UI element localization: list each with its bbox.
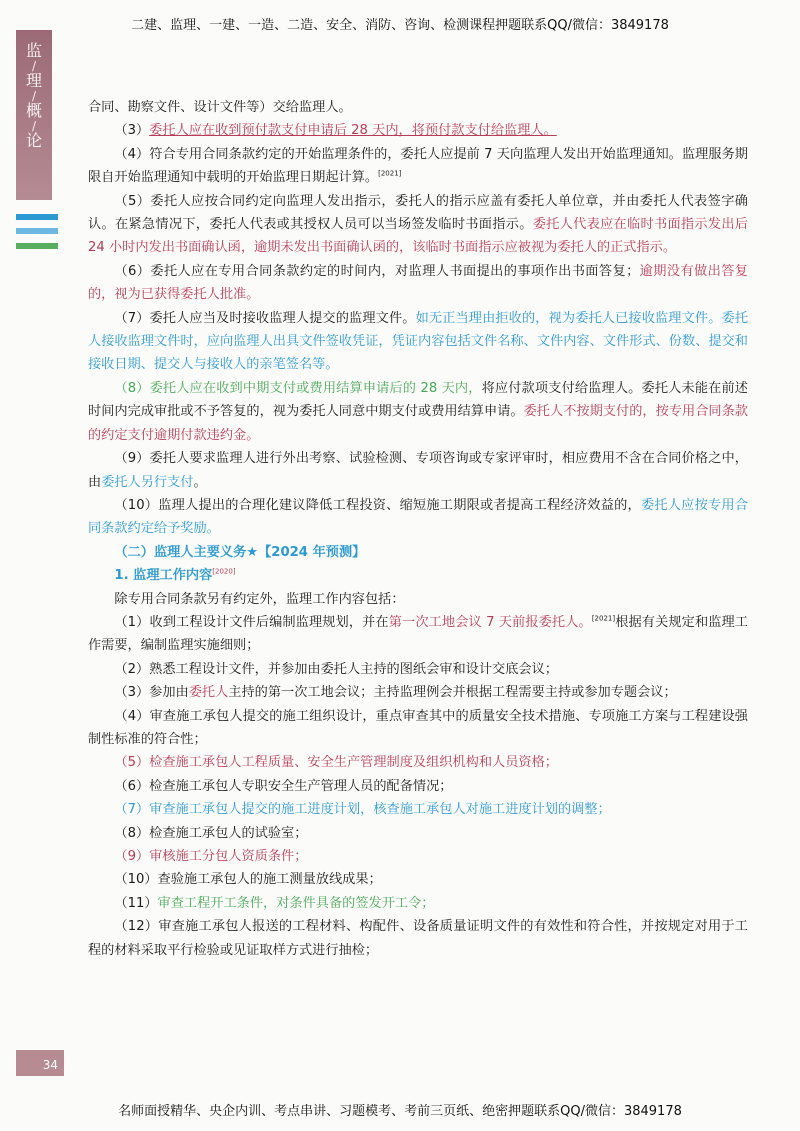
list-item-11 (88, 892, 748, 915)
text: 将应付款项支付给监理人。委托人未能在前述时间内完成审批或不予答复的，视为委托人同意中期支付或费用结算申请。 (88, 380, 748, 420)
text: （10）监理人提出的合理化建议降低工程投资、缩短施工期限或者提高工程经济效益的， (114, 497, 641, 513)
list-item-6: （6）检查施工承包人专职安全生产管理人员的配备情况； (114, 778, 453, 794)
paragraph-10 (88, 494, 748, 541)
text: （1）收到工程设计文件后编制监理规划，并在 (114, 614, 389, 630)
highlight-red: 逾期没有做出答复的，视为已获得委托人批准。 (88, 263, 748, 303)
paragraph-5 (88, 190, 748, 260)
paragraph: 合同、勘察文件、设计文件等）交给监理人。 (88, 100, 352, 115)
section-heading: （二）监理人主要义务★【2024 年预测】 (114, 544, 366, 560)
highlight-blue: 委托人应按专用合同条款约定给予奖励。 (88, 497, 749, 537)
list-item-7: （7）审查施工承包人提交的施工进度计划，核查施工承包人对施工进度计划的调整； (114, 802, 611, 818)
item-number: （3） (114, 123, 150, 139)
list-item-3 (88, 681, 748, 704)
text: （4）符合专用合同条款约定的开始监理条件的，委托人应提前 7 天向监理人发出开始监理通知。监理服务期限自开始监理通知中载明的开始监理日期起计算。 (88, 146, 748, 186)
year-tag: [2021] (591, 614, 616, 623)
chapter-separator: / (31, 59, 37, 73)
paragraph-6 (88, 260, 748, 307)
chapter-separator: / (31, 89, 37, 103)
list-item-1 (88, 611, 748, 658)
chapter-char: 概 (25, 101, 42, 120)
highlight-red: 委托人代表应在临时书面指示发出后 24 小时内发出书面确认函，逾期未发出书面确认函的，该临时书面指示应被视为委托人的正式指示。 (88, 217, 749, 256)
text: 主持的第一次工地会议；主持监理例会并根据工程需要主持或参加专题会议； (228, 685, 677, 701)
list-item-8: （8）检查施工承包人的试验室； (114, 825, 308, 841)
text: 。 (193, 474, 207, 490)
text: （9）委托人要求监理人进行外出考察、试验检测、专项咨询或专家评审时，相应费用不含在合同价格之中，由 (88, 451, 748, 490)
year-tag: [2020] (212, 567, 236, 576)
decor-stripe-lightblue (16, 228, 58, 234)
text: （6）委托人应在专用合同条款约定的时间内，对监理人书面提出的事项作出书面答复； (114, 263, 640, 279)
paragraph-8 (88, 377, 748, 447)
highlight-red: 委托人 (188, 685, 229, 701)
subsection-title: 1. 监理工作内容 (114, 568, 213, 584)
highlight-blue: 委托人另行支付 (101, 474, 194, 490)
chapter-tab (16, 30, 52, 200)
highlight-green: 审查工程开工条件，对条件具备的签发开工令； (157, 895, 435, 911)
text: 根据有关规定和监理工作需要，编制监理实施细则； (88, 614, 749, 654)
year-tag: [2021] (378, 169, 402, 178)
subsection-heading (88, 564, 748, 587)
highlight-blue: 如无正当理由拒收的，视为委托人已接收监理文件。委托人接收监理文件时，应向监理人出具文件签收凭证，凭证内容包括文件名称、文件内容、文件形式、份数、提交和接收日期、提交人与接收人的亲笔签名等。 (88, 310, 749, 373)
chapter-char: 论 (25, 131, 42, 150)
footer-banner: 名师面授精华、央企内训、考点串讲、习题模考、考前三页纸、绝密押题联系QQ/微信：3849178 (118, 1104, 682, 1119)
highlight-red: 委托人不按期支付的，按专用合同条款的约定支付逾期付款违约金。 (88, 404, 748, 443)
list-item-10: （10）查验施工承包人的施工测量放线成果； (114, 872, 382, 888)
highlight-green: （8）委托人应在收到中期支付或费用结算申请后的 28 天内， (114, 380, 482, 396)
paragraph-4 (88, 143, 748, 190)
text: （7）委托人应当及时接收监理人提交的监理文件。 (114, 310, 416, 326)
highlight-red: 第一次工地会议 7 天前报委托人。 (388, 614, 592, 630)
header-banner: 二建、监理、一建、一造、二造、安全、消防、咨询、检测课程押题联系QQ/微信：3849178 (131, 18, 669, 33)
list-item-4: （4）审查施工承包人提交的施工组织设计，重点审查其中的质量安全技术措施、专项施工方案与工程建设强制性标准的符合性； (88, 708, 748, 747)
list-item-2: （2）熟悉工程设计文件，并参加由委托人主持的图纸会审和设计交底会议； (114, 661, 558, 677)
highlight-red: 委托人应在收到预付款支付申请后 28 天内，将预付款支付给监理人。 (149, 123, 557, 139)
list-item-9: （9）审核施工分包人资质条件； (114, 849, 308, 864)
paragraph-3 (88, 119, 748, 142)
text: （3）参加由 (114, 685, 189, 701)
text: （11） (114, 895, 158, 911)
decor-stripe-blue (16, 214, 58, 220)
list-item-12: （12）审查施工承包人报送的工程材料、构配件、设备质量证明文件的有效性和符合性，并按规定对用于工程的材料采取平行检验或见证取样方式进行抽检； (88, 919, 748, 958)
page-content (88, 96, 748, 962)
chapter-separator: / (31, 119, 37, 133)
text: （5）委托人应按合同约定向监理人发出指示，委托人的指示应盖有委托人单位章，并由委托人代表签字确认。在紧急情况下，委托人代表或其授权人员可以当场签发临时书面指示。 (88, 193, 748, 233)
chapter-char: 理 (25, 71, 42, 90)
paragraph-7 (88, 307, 748, 377)
decor-stripe-green (16, 243, 58, 249)
intro-text: 除专用合同条款另有约定外，监理工作内容包括： (114, 591, 405, 607)
list-item-5: （5）检查施工承包人工程质量、安全生产管理制度及组织机构和人员资格； (114, 755, 558, 771)
chapter-char: 监 (25, 41, 42, 60)
paragraph-9 (88, 447, 748, 494)
page-number: 34 (16, 1050, 64, 1076)
